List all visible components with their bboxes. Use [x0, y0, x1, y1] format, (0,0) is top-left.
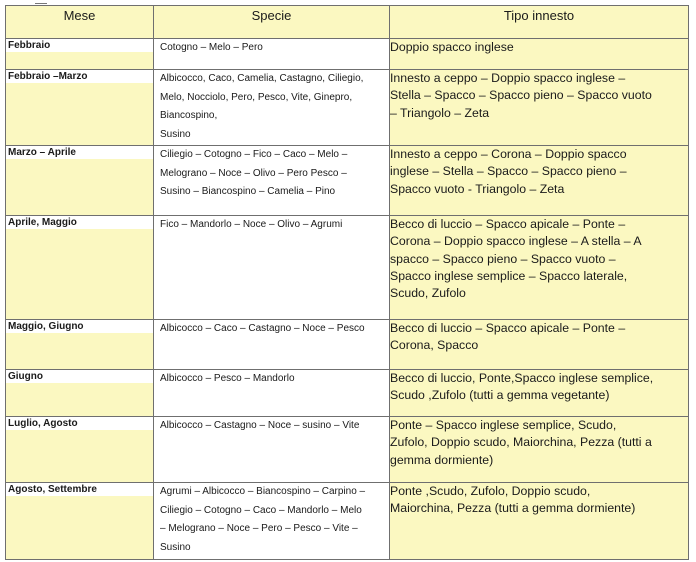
cell-mese	[6, 216, 154, 320]
tipo-text: Ponte ,Scudo, Zufolo, Doppio scudo, Maiorchina, Pezza (tutti a gemma dormiente)	[390, 484, 636, 516]
tipo-text: Ponte – Spacco inglese semplice, Scudo, Zufolo, Doppio scudo, Maiorchina, Pezza (tutti a gemma dormiente)	[390, 418, 652, 467]
tipo-text: Doppio spacco inglese	[390, 40, 514, 54]
header-specie: Specie	[154, 6, 390, 39]
header-tipo-innesto: Tipo innesto	[390, 6, 689, 39]
mese-label: Febbraio –Marzo	[6, 70, 154, 83]
header-mese: Mese	[6, 6, 154, 39]
tipo-text: Becco di luccio – Spacco apicale – Ponte – Corona – Doppio spacco inglese – A stella – A spacco – Spacco pieno – Spacco vuoto – Spacco inglese semplice – Spacco laterale, Scudo, Zufolo	[390, 217, 642, 301]
cell-specie	[154, 483, 390, 560]
cell-mese	[6, 483, 154, 560]
cell-tipo-innesto	[390, 483, 689, 560]
cell-mese	[6, 320, 154, 370]
specie-text: Cotogno – Melo – Pero	[160, 42, 263, 53]
cell-specie	[154, 417, 390, 483]
specie-text: Albicocco – Castagno – Noce – susino – Vite	[160, 420, 360, 431]
top-marker-line	[35, 3, 47, 4]
mese-label: Luglio, Agosto	[6, 417, 154, 430]
specie-text: Albicocco – Pesco – Mandorlo	[160, 373, 295, 384]
cell-tipo-innesto	[390, 39, 689, 70]
cell-specie	[154, 70, 390, 146]
cell-specie	[154, 39, 390, 70]
cell-specie	[154, 216, 390, 320]
cell-tipo-innesto	[390, 216, 689, 320]
table-row	[6, 70, 689, 146]
cell-mese	[6, 70, 154, 146]
cell-tipo-innesto	[390, 370, 689, 417]
tipo-text: Innesto a ceppo – Doppio spacco inglese – Stella – Spacco – Spacco pieno – Spacco vuoto – Triangolo – Zeta	[390, 71, 652, 120]
cell-tipo-innesto	[390, 417, 689, 483]
mese-label: Febbraio	[6, 39, 154, 52]
specie-text: Albicocco, Caco, Camelia, Castagno, Ciliegio, Melo, Nocciolo, Pero, Pesco, Vite, Ginepro, Biancospino, Susino	[160, 73, 364, 140]
cell-mese	[6, 370, 154, 417]
cell-specie	[154, 146, 390, 216]
cell-specie	[154, 370, 390, 417]
cell-mese	[6, 39, 154, 70]
table-row	[6, 320, 689, 370]
table-row	[6, 417, 689, 483]
mese-label: Giugno	[6, 370, 154, 383]
specie-text: Ciliegio – Cotogno – Fico – Caco – Melo – Melograno – Noce – Olivo – Pero Pesco – Susino – Biancospino – Camelia – Pino	[160, 149, 348, 197]
cell-tipo-innesto	[390, 320, 689, 370]
cell-specie	[154, 320, 390, 370]
table-row	[6, 370, 689, 417]
mese-label: Agosto, Settembre	[6, 483, 154, 496]
mese-label: Aprile, Maggio	[6, 216, 154, 229]
mese-label: Maggio, Giugno	[6, 320, 154, 333]
tipo-text: Becco di luccio, Ponte,Spacco inglese semplice, Scudo ,Zufolo (tutti a gemma vegetante)	[390, 371, 654, 403]
tipo-text: Innesto a ceppo – Corona – Doppio spacco inglese – Stella – Spacco – Spacco pieno – Spacco vuoto - Triangolo – Zeta	[390, 147, 627, 196]
specie-text: Fico – Mandorlo – Noce – Olivo – Agrumi	[160, 219, 343, 230]
table-row	[6, 39, 689, 70]
cell-mese	[6, 146, 154, 216]
specie-text: Albicocco – Caco – Castagno – Noce – Pesco	[160, 323, 365, 334]
mese-label: Marzo – Aprile	[6, 146, 154, 159]
tipo-text: Becco di luccio – Spacco apicale – Ponte – Corona, Spacco	[390, 321, 626, 353]
table-row	[6, 216, 689, 320]
cell-tipo-innesto	[390, 70, 689, 146]
grafting-calendar-table	[5, 5, 689, 560]
table-header-row	[6, 6, 689, 39]
cell-mese	[6, 417, 154, 483]
cell-tipo-innesto	[390, 146, 689, 216]
table-row	[6, 483, 689, 560]
table-row	[6, 146, 689, 216]
specie-text: Agrumi – Albicocco – Biancospino – Carpino – Ciliegio – Cotogno – Caco – Mandorlo – Melo – Melograno – Noce – Pero – Pesco – Vite – Susino	[160, 486, 366, 553]
